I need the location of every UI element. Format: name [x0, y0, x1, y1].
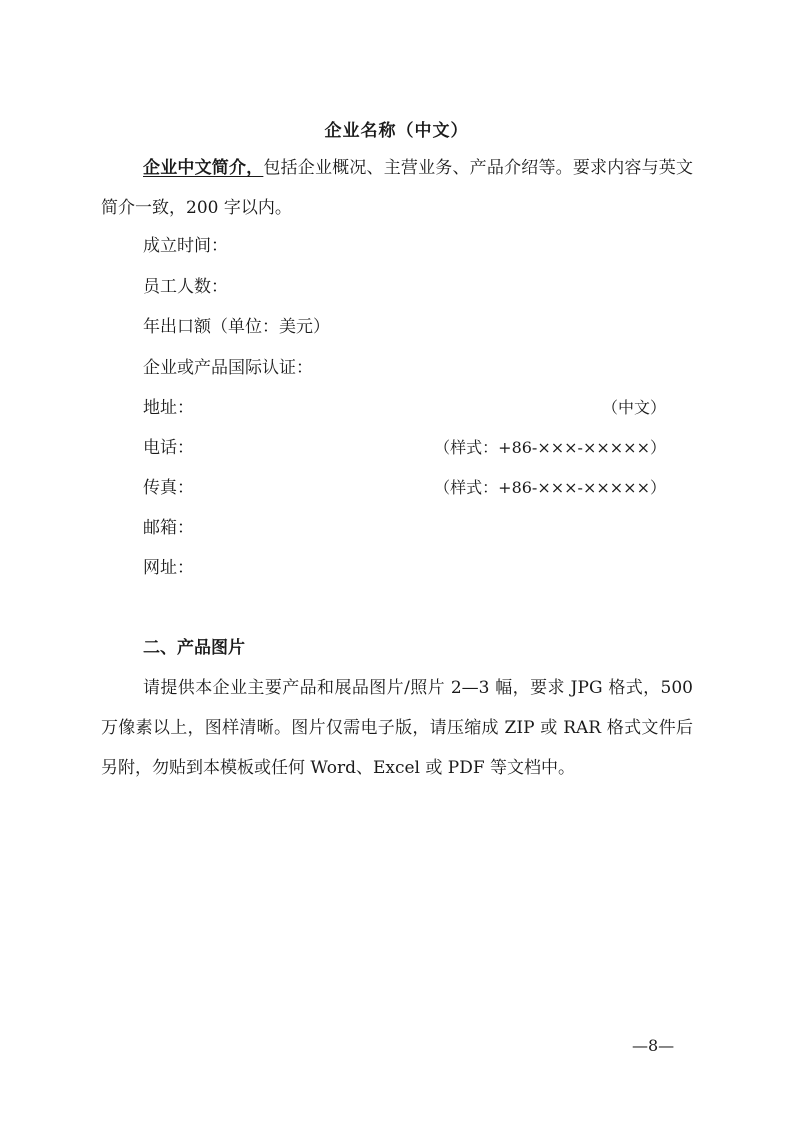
section-body: 请提供本企业主要产品和展品图片/照片 2—3 幅，要求 JPG 格式，500 万像素以上，图样清晰。图片仅需电子版，请压缩成 ZIP 或 RAR 格式文件后另附，勿贴到本模板或任何 Word、Excel 或 PDF 等文档中。: [101, 678, 693, 778]
field-certification: [0, 348, 793, 388]
field-address: [0, 388, 793, 428]
intro-lead: 企业中文简介，: [143, 158, 264, 178]
field-label: 邮箱：: [143, 518, 194, 538]
intro-text: 包括企业概况、主营业务、产品介绍等。要求内容与英文简介一致，200 字以内。: [101, 158, 694, 218]
field-hint: （样式：+86-×××-×××××）: [434, 438, 666, 457]
field-label: 地址：: [143, 398, 194, 418]
field-export-volume: [0, 307, 793, 347]
field-founded: [0, 226, 793, 266]
page-number: —8—: [632, 1036, 675, 1055]
field-website: [0, 548, 793, 588]
intro-paragraph: [101, 148, 693, 228]
field-hint: （中文）: [601, 398, 666, 417]
field-label: 传真：: [143, 478, 194, 498]
field-hint: （样式：+86-×××-×××××）: [434, 478, 666, 497]
field-phone: [0, 428, 793, 468]
field-label: 成立时间：: [143, 236, 228, 256]
field-label: 企业或产品国际认证：: [143, 358, 313, 378]
field-label: 电话：: [143, 438, 194, 458]
field-employees: [0, 267, 793, 307]
field-fax: [0, 468, 793, 508]
field-email: [0, 508, 793, 548]
section-heading: 二、产品图片: [143, 638, 245, 658]
field-label: 网址：: [143, 558, 194, 578]
field-label: 员工人数：: [143, 277, 228, 297]
field-label: 年出口额（单位：美元）: [143, 317, 330, 337]
company-name-title: 企业名称（中文）: [324, 121, 469, 141]
